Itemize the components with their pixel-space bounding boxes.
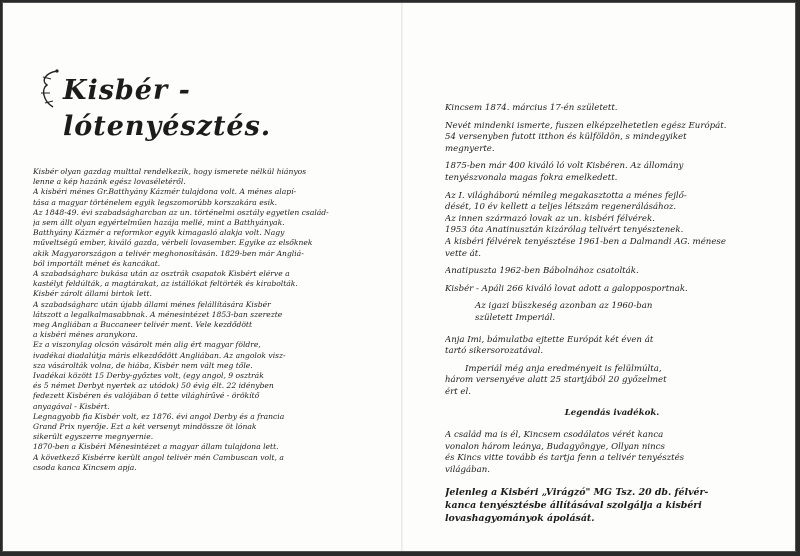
text-line: Kisbér olyan gazdag multtal rendelkezik, hogy ismerete nélkül hiányos xyxy=(33,167,307,176)
text-line: Anja Imi, bámulatba ejtette Európát két éven át xyxy=(445,334,654,345)
text-line: és 5 német Derbyt nyertek az utódok) 50 évig élt. 22 idényben xyxy=(33,381,274,391)
text-line: Az I. világháború némileg megakasztotta a ménes fejlő- xyxy=(445,190,687,201)
text-line: tása a magyar történelem egyik legszomorúbb korszakára esik. xyxy=(33,197,278,207)
text-line: 54 versenyben futott itthon és külföldön, s mindegyiket xyxy=(445,132,687,143)
text-line: csoda kanca Kincsem apja. xyxy=(33,462,137,472)
text-line: tartó sikersorozatával. xyxy=(445,346,544,357)
text-line: 1875-ben már 400 kiváló ló volt Kisbéren. Az állomány xyxy=(445,161,684,172)
text-line: látszott a legalkalmasabbnak. A ménesintézet 1853-ban szerezte xyxy=(33,309,283,319)
text-line: meg Angliában a Buccaneer telivér ment. Vele kezdődött xyxy=(33,320,253,330)
text-line: A kisbéri ménes Gr.Batthyány Kázmér tulajdona volt. A ménes alapí- xyxy=(33,187,297,197)
text-line: ja sem állt olyan egyértelműen hazája mellé, mint a Batthyányak. xyxy=(33,218,285,228)
text-line: 1953 óta Anatiпusztán kizárólag telivért tenyésztenek. xyxy=(445,225,684,236)
text-line: sza vásárolták volna, de hiába, Kisbér nem vált meg tőle. xyxy=(33,360,253,370)
text-line: három versenyéve alatt 25 startjából 20 győzelmet xyxy=(445,375,667,386)
text-line: fedezett Kisbéren és valójában ő tette világhírűvé - örökítő xyxy=(33,391,260,401)
document-sheet xyxy=(2,2,796,552)
text-line: A kisbéri félvérek tenyésztése 1961-ben a Dalmandi ÁG. ménese xyxy=(445,236,726,247)
text-line: A család ma is él, Kincsem csodálatos vérét kanca xyxy=(445,430,664,441)
text-line: Kisbér zárolt állami birtok lett. xyxy=(33,289,152,299)
text-line: kanca tenyésztésbe állításával szolgálja a kisbéri xyxy=(445,500,702,512)
right-page xyxy=(403,3,796,551)
text-line: Az igazi büszkeség azonban az 1960-ban xyxy=(475,301,653,312)
text-line: Grand Prix nyerője. Ezt a két versenyt mindössze öt lónak xyxy=(33,422,257,432)
text-line: vette át. xyxy=(445,248,481,259)
text-line: Az innen származó lovak az un. kisbéri félvérek. xyxy=(445,213,655,224)
text-line: született Imperiál. xyxy=(475,312,556,323)
text-line: A szabadságharc után újabb állami ménes felállítására Kisbér xyxy=(33,299,271,309)
text-line: Ivadékai között 15 Derby-győztes volt, (egy angol, 9 osztrák xyxy=(33,371,264,381)
text-line: Az 1848-49. évi szabadságharcban az un. történelmi osztály egyetlen család- xyxy=(33,207,329,217)
text-line: A következő Kisbérre került angol telivér mén Cambuscan volt, a xyxy=(33,452,284,462)
title-text: Kisbér - lótenyésztés. xyxy=(63,75,272,142)
text-line: dését, 10 év kellett a teljes létszám regenerálásához. xyxy=(445,202,677,213)
text-line: megnyerte. xyxy=(445,143,495,154)
text-line: anyagával - Kisbért. xyxy=(33,401,110,411)
text-line: A szabadságharc bukása után az osztrák csapatok Kisbért elérve a xyxy=(33,269,290,279)
text-line: és Kincs vitte tovább és tartja fenn a telivér tenyésztés xyxy=(445,453,685,464)
text-line: műveltségű ember, kiváló gazda, vérbeli lovasember. Egyike az elsőknek xyxy=(33,238,313,248)
text-line: Kincsem 1874. március 17-én született. xyxy=(445,103,618,113)
text-line: vonalon három leánya, Budagyöngye, Ollyan nincs xyxy=(445,441,665,452)
text-line: Imperiál még anja eredményeit is felülmúlta, xyxy=(465,363,662,374)
text-line: Anatipuszta 1962-ben Bábolnához csatolták. xyxy=(445,266,639,277)
text-line: kastélyt feldúlták, a magtárakat, az istállókat feltörték és kirabolták. xyxy=(33,279,298,289)
text-line: tenyészvonala magas fokra emelkedett. xyxy=(445,172,618,183)
text-line: lovashagyományok ápolását. xyxy=(445,513,595,525)
text-line: 1870-ben a Kisbéri Ménesintézet a magyar állam tulajdona lett. xyxy=(33,442,279,452)
text-line: ért el. xyxy=(445,386,471,397)
page-title xyxy=(63,73,391,145)
text-line: akik Magyarországon a telivér meghonosításán. 1829-ben már Angliá- xyxy=(33,248,304,258)
text-line: Legendás ivadékok. xyxy=(564,408,660,419)
text-line: ivadékai diadalútja máris elkezdődött Angliában. Az angolok visz- xyxy=(33,350,286,360)
text-line: világában. xyxy=(445,464,490,475)
text-line: lenne a kép hazánk egész lovaséletéről. xyxy=(33,177,186,187)
text-line: Ez a viszonylag olcsón vásárolt mén alig ért magyar földre, xyxy=(33,340,261,350)
text-line: sikerült egyszerre megnyernie. xyxy=(33,432,154,442)
text-line: Batthyány Kázmér a reformkor egyik kimagasló alakja volt. Nagy xyxy=(33,228,285,238)
text-line: Kisbér - Apáli 266 kiváló lovat adott a galopposportnak. xyxy=(445,283,688,294)
text-line: Legnagyobb fia Kisbér volt, ez 1876. évi angol Derby és a francia xyxy=(33,411,285,421)
text-line: Jelenleg a Kisbéri „Virágzó" MG Tsz. 20 db. félvér- xyxy=(445,487,709,499)
right-text-block xyxy=(445,103,779,525)
text-line: a kisbéri ménes aranykora. xyxy=(33,330,138,340)
left-text-block xyxy=(33,167,391,473)
left-page xyxy=(3,3,401,551)
text-line: Nevét mindenki ismerte, fuszen elképzelhetetlen egész Európát. xyxy=(445,120,727,131)
flourish-ornament-icon xyxy=(37,67,61,111)
text-line: ból importált ménet és kancákat. xyxy=(33,258,161,268)
